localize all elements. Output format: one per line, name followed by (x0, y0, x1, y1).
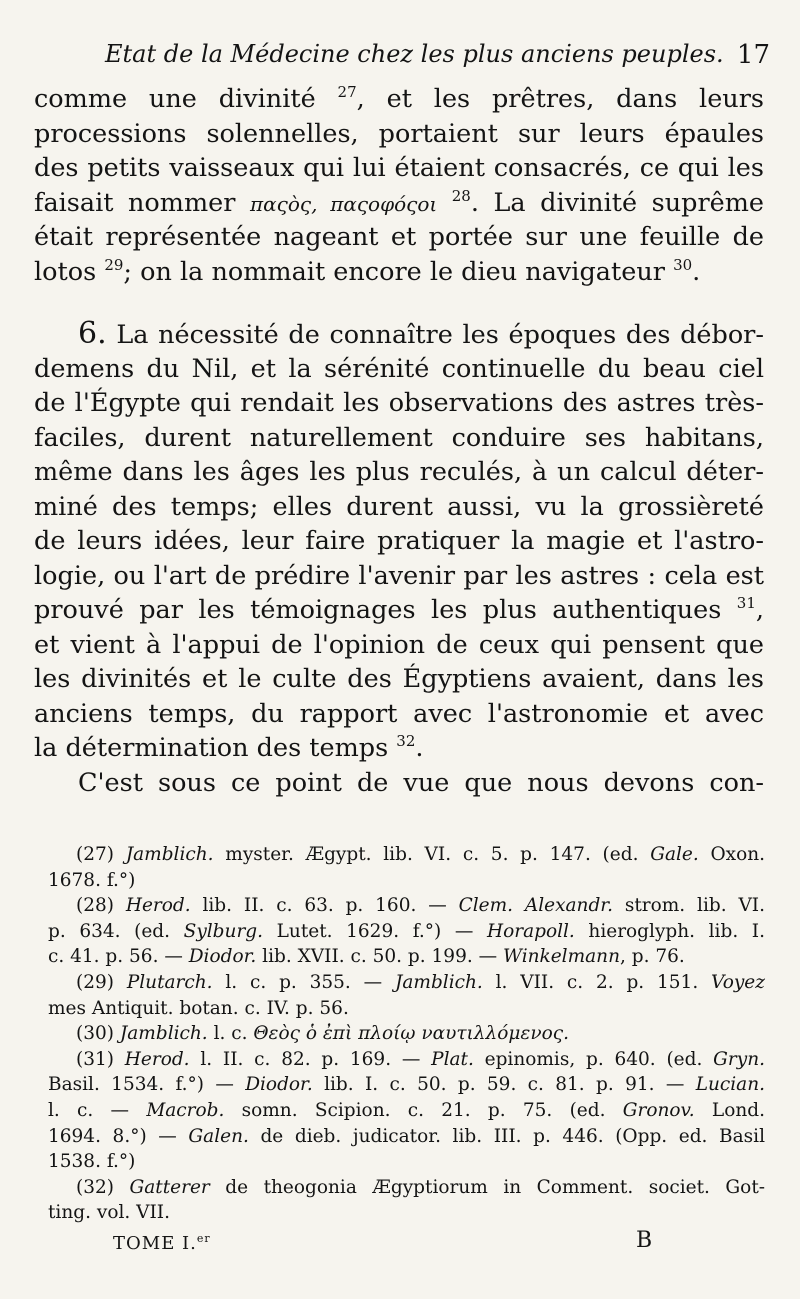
text-line: et vient à l'appui de l'opinion de ceux qui pensent que (34, 629, 764, 660)
body-text (34, 82, 764, 800)
footnote-ref[interactable]: 28 (451, 186, 471, 205)
text-line: même dans les âges les plus reculés, à un calcul déter- (34, 457, 764, 487)
footnote-line: 1538. f.°) (48, 1151, 136, 1173)
footnote-line: ting. vol. VII. (48, 1202, 170, 1224)
text-line: la détermination des temps $^{32}$. (34, 732, 424, 763)
footnote-27: (27) Jamblich. myster. Ægypt. lib. VI. c. 5. p. 147. (ed. Gale. Oxon. (76, 844, 766, 865)
volume-signature: TOME I.$^{er}$ (113, 1232, 211, 1254)
text-line: comme une divinité $^{27}$, et les prêtres, dans leurs (34, 83, 764, 114)
text-line: 6. La nécessité de connaître les époques des débor- (78, 316, 764, 351)
greek-words: παςὸς, παςοφόςοι (249, 191, 438, 216)
sheet-letter: B (636, 1228, 653, 1253)
footnote-ref[interactable]: 29 (104, 255, 124, 274)
footnote-line: Basil. 1534. f.°) — Diodor. lib. I. c. 50. p. 59. c. 81. p. 91. — Lucian. (48, 1074, 765, 1096)
running-head (40, 40, 770, 80)
footnote-line: l. c. — Macrob. somn. Scipion. c. 21. p. 75. (ed. Gronov. Lond. (48, 1099, 765, 1121)
text-line: les divinités et le culte des Égyptiens avaient, dans les (34, 664, 764, 694)
footnote-ref[interactable]: 27 (337, 83, 357, 101)
running-title: Etat de la Médecine chez les plus anciens peuples. (105, 40, 724, 68)
footnote-29: (29) Plutarch. l. c. p. 355. — Jamblich. l. VII. c. 2. p. 151. Voyez (76, 971, 765, 993)
text-line: prouvé par les témoignages les plus authentiques $^{31}$, (34, 594, 764, 625)
text-line: miné des temps; elles durent aussi, vu la grossièreté (34, 491, 764, 522)
text-line: faciles, durent naturellement conduire ses habitans, (34, 422, 764, 453)
section-number: 6. (78, 316, 107, 351)
text-line: lotos $^{29}$; on la nommait encore le dieu navigateur $^{30}$. (34, 255, 701, 287)
footnote-line: mes Antiquit. botan. c. IV. p. 56. (48, 997, 349, 1019)
footnote-31: (31) Herod. l. II. c. 82. p. 169. — Plat. epinomis, p. 640. (ed. Gryn. (76, 1048, 766, 1070)
footnote-line: 1694. 8.°) — Galen. de dieb. judicator. lib. III. p. 446. (Opp. ed. Basil (48, 1125, 765, 1147)
footnotes (48, 842, 765, 1226)
text-line: logie, ou l'art de prédire l'avenir par les astres : cela est (34, 560, 764, 591)
footnote-28: (28) Herod. lib. II. c. 63. p. 160. — Clem. Alexandr. strom. lib. VI. (76, 895, 765, 917)
footnote-30: (30) Jamblich. l. c. Θεὸς ὁ ἐπὶ πλοίῳ ναυτιλλόμενος. (76, 1023, 569, 1045)
text-line: était représentée nageant et portée sur une feuille de (34, 222, 764, 252)
footnote-32: (32) Gatterer de theogonia Ægyptiorum in Comment. societ. Got- (76, 1176, 766, 1198)
text-line: de l'Égypte qui rendait les observations des astres très- (34, 388, 764, 418)
text-line: anciens temps, du rapport avec l'astronomie et avec (34, 698, 764, 729)
text-line: de leurs idées, leur faire pratiquer la magie et l'astro- (34, 526, 764, 556)
page-number: 17 (736, 40, 770, 70)
footnote-line: c. 41. p. 56. — Diodor. lib. XVII. c. 50. p. 199. — Winkelmann, p. 76. (48, 946, 685, 968)
footnote-line: 1678. f.°) (48, 869, 136, 891)
footnote-ref[interactable]: 31 (736, 594, 756, 612)
text-line: demens du Nil, et la sérénité continuelle du beau ciel (34, 353, 764, 384)
text-line: processions solennelles, portaient sur leurs épaules (34, 118, 764, 149)
text-line: C'est sous ce point de vue que nous devons con- (78, 767, 764, 798)
text-line: des petits vaisseaux qui lui étaient consacrés, ce qui les (34, 153, 764, 183)
footnote-ref[interactable]: 32 (396, 732, 416, 750)
text-line: faisait nommer παςὸς, παςοφόςοι $^{28}$. La divinité suprême (34, 186, 764, 218)
footnote-ref[interactable]: 30 (673, 255, 693, 274)
footnote-line: p. 634. (ed. Sylburg. Lutet. 1629. f.°) — Horapoll. hieroglyph. lib. I. (48, 920, 765, 942)
